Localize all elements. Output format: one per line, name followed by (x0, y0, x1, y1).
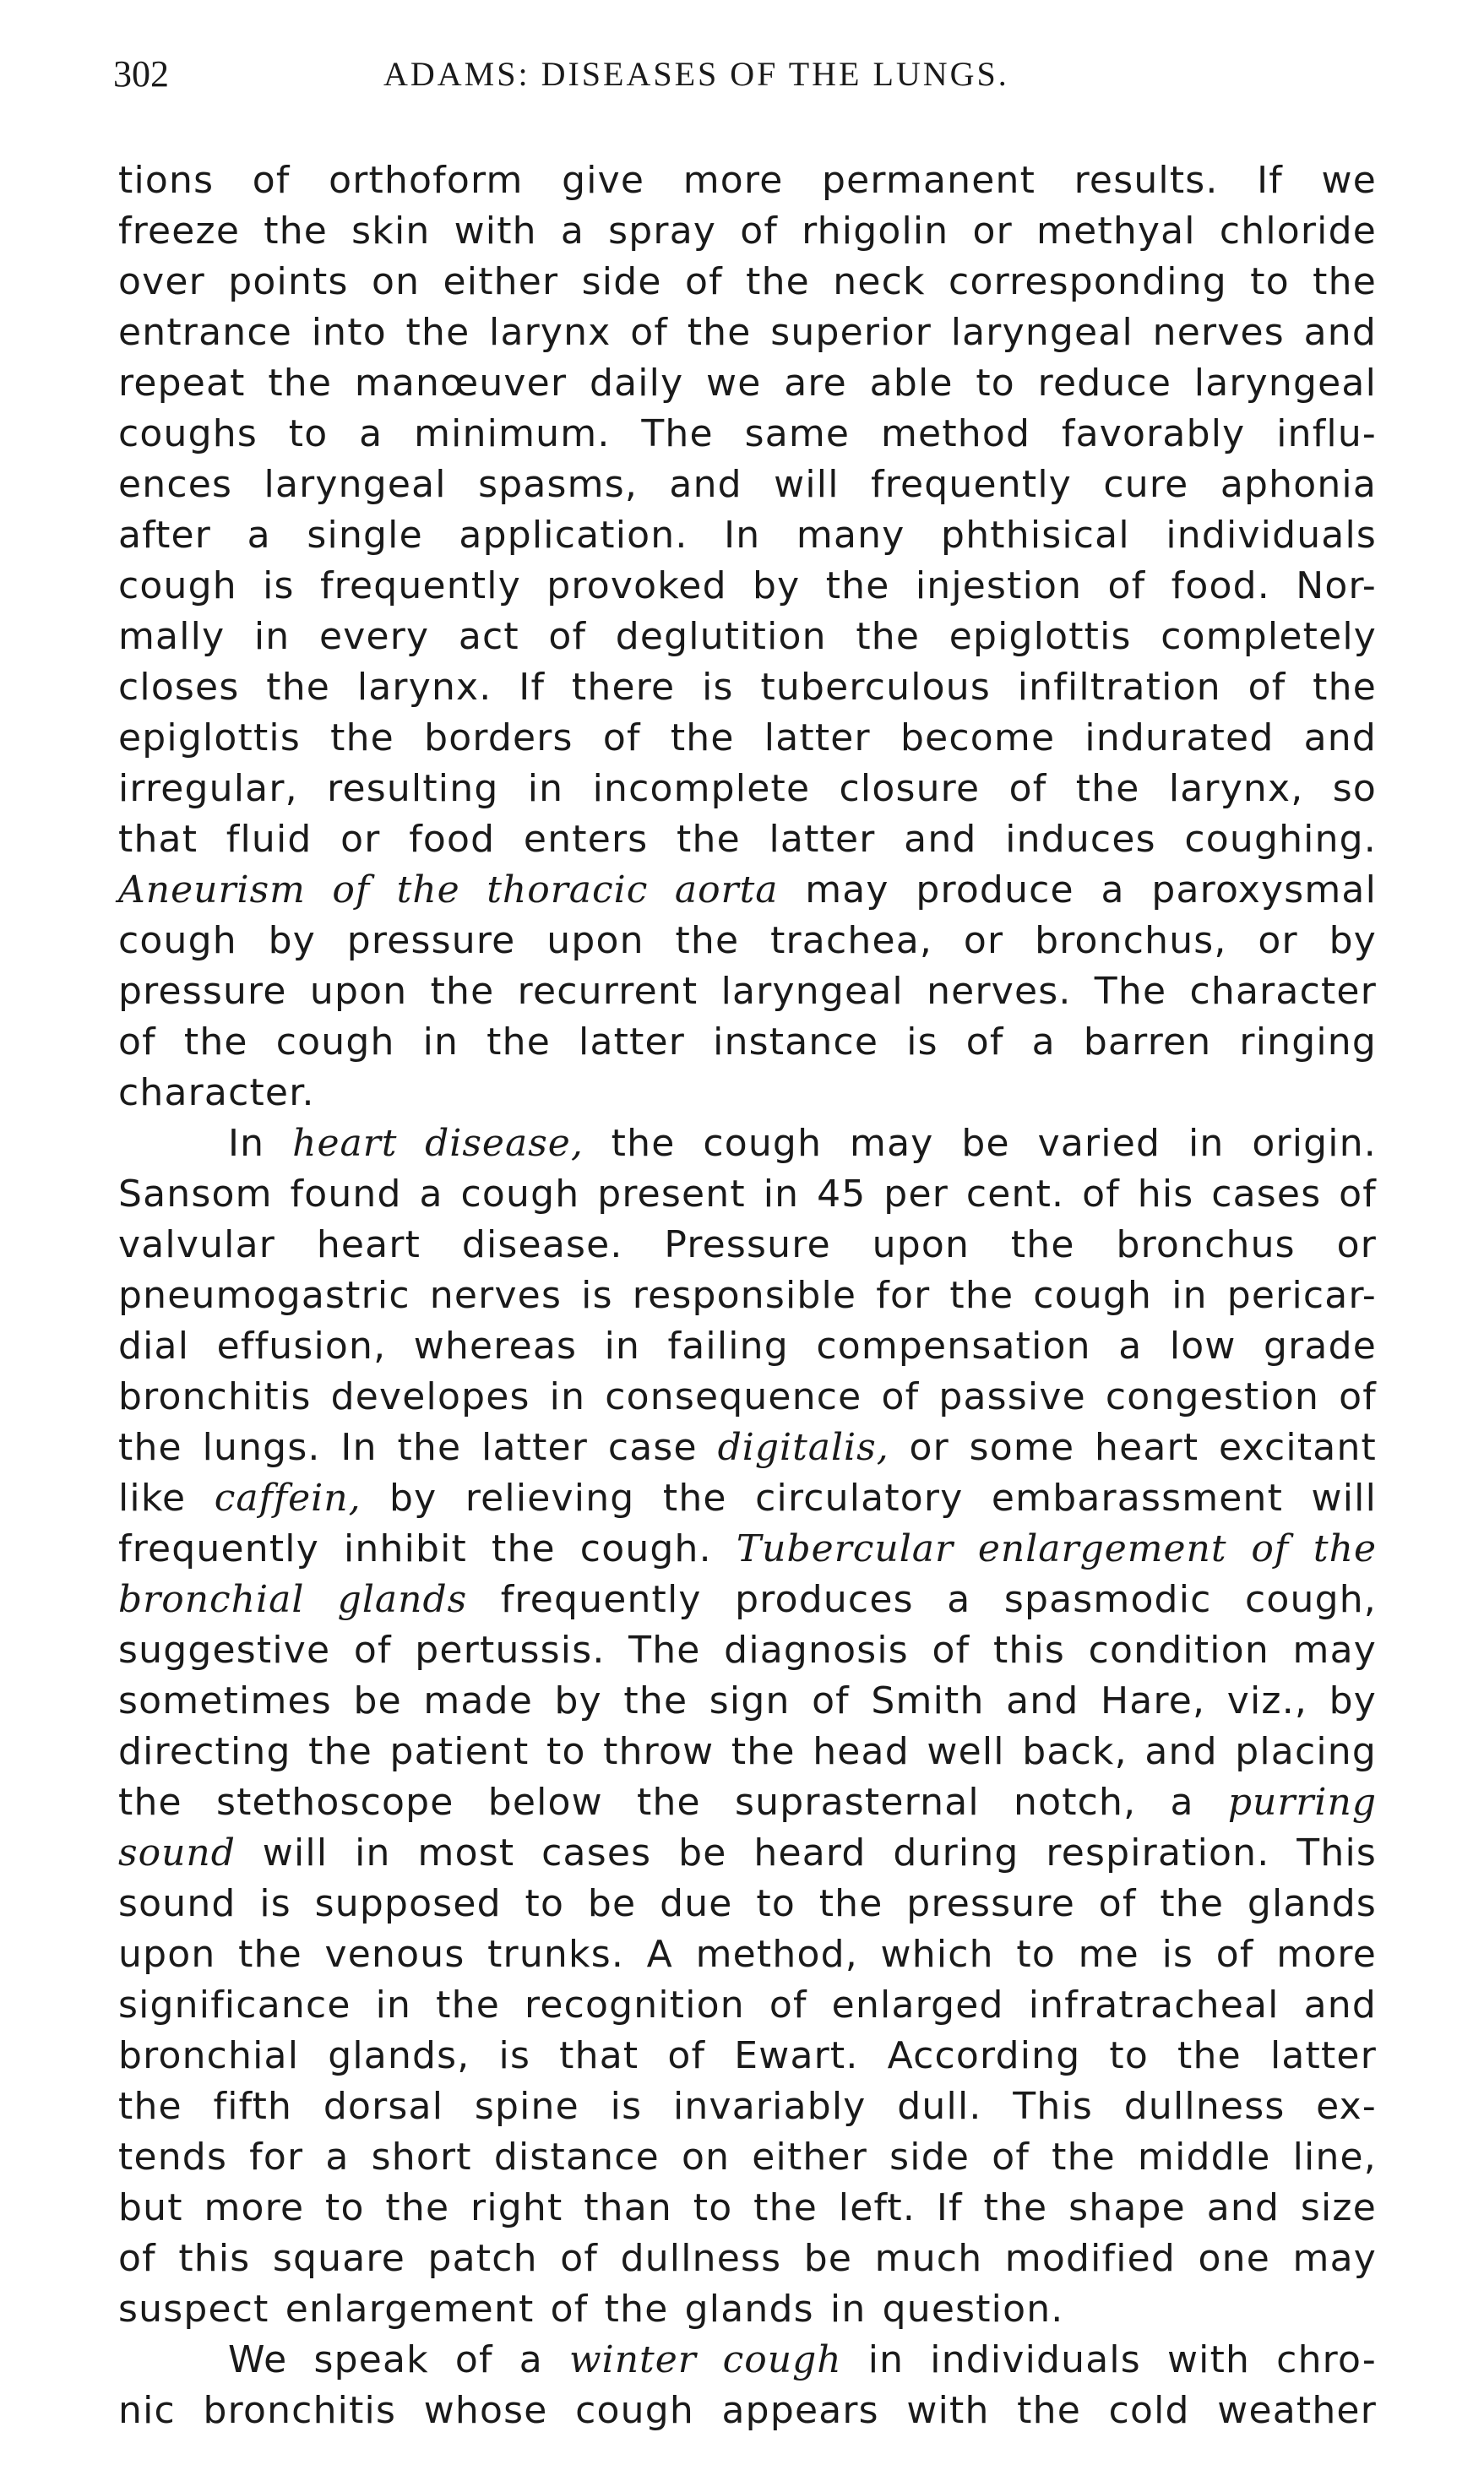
text-segment: valvular heart disease. Pressure upon the bronchus or (118, 1223, 1377, 1266)
text-line (118, 1676, 1377, 1727)
text-line (118, 2335, 1377, 2386)
text-segment: may produce a paroxysmal (778, 868, 1377, 911)
text-line (118, 460, 1377, 510)
text-line (118, 1575, 1377, 1625)
text-segment: of this square patch of dullness be much modified one may (118, 2237, 1377, 2280)
text-line (118, 1321, 1377, 1372)
text-segment: the lungs. In the latter case (118, 1426, 718, 1469)
text-line (118, 2031, 1377, 2081)
text-line (118, 1980, 1377, 2031)
text-segment: nic bronchitis whose cough appears with the cold weather (118, 2389, 1377, 2432)
text-line (118, 1828, 1377, 1879)
text-line (118, 1118, 1377, 1169)
text-segment: repeat the manœuver daily we are able to reduce laryngeal (118, 362, 1377, 405)
text-line (118, 1017, 1377, 1068)
text-segment: Sansom found a cough present in 45 per cent. of his cases of (118, 1173, 1377, 1216)
text-line (118, 1423, 1377, 1473)
text-segment: that fluid or food enters the latter and induces coughing. (118, 818, 1377, 861)
text-segment: frequently inhibit the cough. (118, 1527, 737, 1570)
text-segment: tends for a short distance on either side of the middle line, (118, 2136, 1377, 2179)
text-segment: like (118, 1477, 215, 1520)
text-line (118, 713, 1377, 764)
text-segment: freeze the skin with a spray of rhigolin or methyal chloride (118, 209, 1377, 253)
italic-term: digitalis, (717, 1426, 889, 1469)
text-segment: over points on either side of the neck corresponding to the (118, 260, 1377, 303)
text-line (118, 2234, 1377, 2284)
text-line (118, 1169, 1377, 1220)
italic-term: heart disease, (292, 1122, 584, 1165)
italic-term: Aneurism of the thoracic aorta (118, 868, 779, 911)
text-line (118, 612, 1377, 662)
text-segment: suggestive of pertussis. The diagnosis of this condition may (118, 1629, 1377, 1672)
text-segment: ences laryngeal spasms, and will frequently cure aphonia (118, 463, 1377, 506)
text-segment: mally in every act of deglutition the epiglottis completely (118, 615, 1377, 658)
text-line (118, 510, 1377, 561)
text-line (118, 2132, 1377, 2183)
text-line (118, 1929, 1377, 1980)
text-line (118, 865, 1377, 916)
text-segment: will in most cases be heard during respiration. This (235, 1831, 1377, 1875)
text-segment: but more to the right than to the left. If the shape and size (118, 2186, 1377, 2229)
text-line (118, 1473, 1377, 1524)
text-line (118, 2081, 1377, 2132)
text-segment: closes the larynx. If there is tuberculous infiltration of the (118, 666, 1377, 709)
italic-term: sound (118, 1831, 236, 1875)
text-line (118, 257, 1377, 307)
text-line (118, 662, 1377, 713)
text-segment: frequently produces a spasmodic cough, (467, 1578, 1377, 1621)
text-line (118, 966, 1377, 1017)
text-segment: epiglottis the borders of the latter become indurated and (118, 716, 1377, 759)
text-segment: dial effusion, whereas in failing compensation a low grade (118, 1325, 1377, 1368)
text-segment: the stethoscope below the suprasternal notch, a (118, 1781, 1228, 1824)
text-line (118, 358, 1377, 409)
italic-term: caffein, (214, 1477, 361, 1520)
text-line (118, 155, 1377, 206)
text-segment: by relieving the circulatory embarassment will (361, 1477, 1377, 1520)
text-segment: or some heart excitant (889, 1426, 1377, 1469)
body-text (118, 155, 1377, 2436)
text-line (118, 409, 1377, 460)
text-line (118, 1220, 1377, 1271)
text-segment: suspect enlargement of the glands in question. (118, 2288, 1064, 2331)
text-line (118, 1524, 1377, 1575)
text-segment: after a single application. In many phthisical individuals (118, 514, 1377, 557)
text-segment: the fifth dorsal spine is invariably dull. This dullness ex- (118, 2085, 1377, 2128)
text-line (118, 1068, 1377, 1118)
text-segment: cough by pressure upon the trachea, or bronchus, or by (118, 919, 1377, 962)
text-segment: bronchitis developes in consequence of passive congestion of (118, 1375, 1377, 1418)
text-segment: character. (118, 1071, 315, 1114)
text-segment: In (228, 1122, 293, 1165)
text-segment: bronchial glands, is that of Ewart. According to the latter (118, 2034, 1377, 2077)
text-line (118, 2386, 1377, 2436)
text-line (118, 206, 1377, 257)
text-segment: entrance into the larynx of the superior laryngeal nerves and (118, 311, 1377, 354)
text-line (118, 1777, 1377, 1828)
text-segment: pressure upon the recurrent laryngeal nerves. The character (118, 970, 1377, 1013)
text-segment: sound is supposed to be due to the pressure of the glands (118, 1882, 1377, 1925)
text-segment: coughs to a minimum. The same method favorably influ- (118, 412, 1377, 455)
text-segment: sometimes be made by the sign of Smith and Hare, viz., by (118, 1679, 1377, 1722)
text-line (118, 1625, 1377, 1676)
text-segment: the cough may be varied in origin. (583, 1122, 1377, 1165)
text-segment: of the cough in the latter instance is of a barren ringing (118, 1020, 1377, 1064)
text-line (118, 1271, 1377, 1321)
text-line (118, 561, 1377, 612)
italic-term: Tubercular enlargement of the (736, 1527, 1377, 1570)
italic-term: purring (1227, 1781, 1377, 1824)
text-segment: upon the venous trunks. A method, which to me is of more (118, 1933, 1377, 1976)
text-segment: pneumogastric nerves is responsible for the cough in pericar- (118, 1274, 1377, 1317)
running-title: ADAMS: DISEASES OF THE LUNGS. (383, 55, 1009, 93)
text-line (118, 764, 1377, 814)
text-line (118, 307, 1377, 358)
text-segment: in individuals with chro- (841, 2338, 1377, 2381)
text-segment: irregular, resulting in incomplete closure of the larynx, so (118, 767, 1377, 810)
text-line (118, 1879, 1377, 1929)
page-number: 302 (113, 53, 169, 95)
text-line (118, 1727, 1377, 1777)
text-segment: cough is frequently provoked by the injestion of food. Nor- (118, 564, 1377, 607)
italic-term: winter cough (568, 2338, 842, 2381)
text-line (118, 1372, 1377, 1423)
text-line (118, 916, 1377, 966)
running-head (113, 52, 1380, 103)
text-line (118, 2284, 1377, 2335)
text-line (118, 814, 1377, 865)
text-segment: directing the patient to throw the head well back, and placing (118, 1730, 1377, 1773)
text-segment: significance in the recognition of enlarged infratracheal and (118, 1983, 1377, 2027)
italic-term: bronchial glands (118, 1578, 468, 1621)
text-segment: We speak of a (228, 2338, 569, 2381)
text-segment: tions of orthoform give more permanent results. If we (118, 159, 1377, 202)
text-line (118, 2183, 1377, 2234)
